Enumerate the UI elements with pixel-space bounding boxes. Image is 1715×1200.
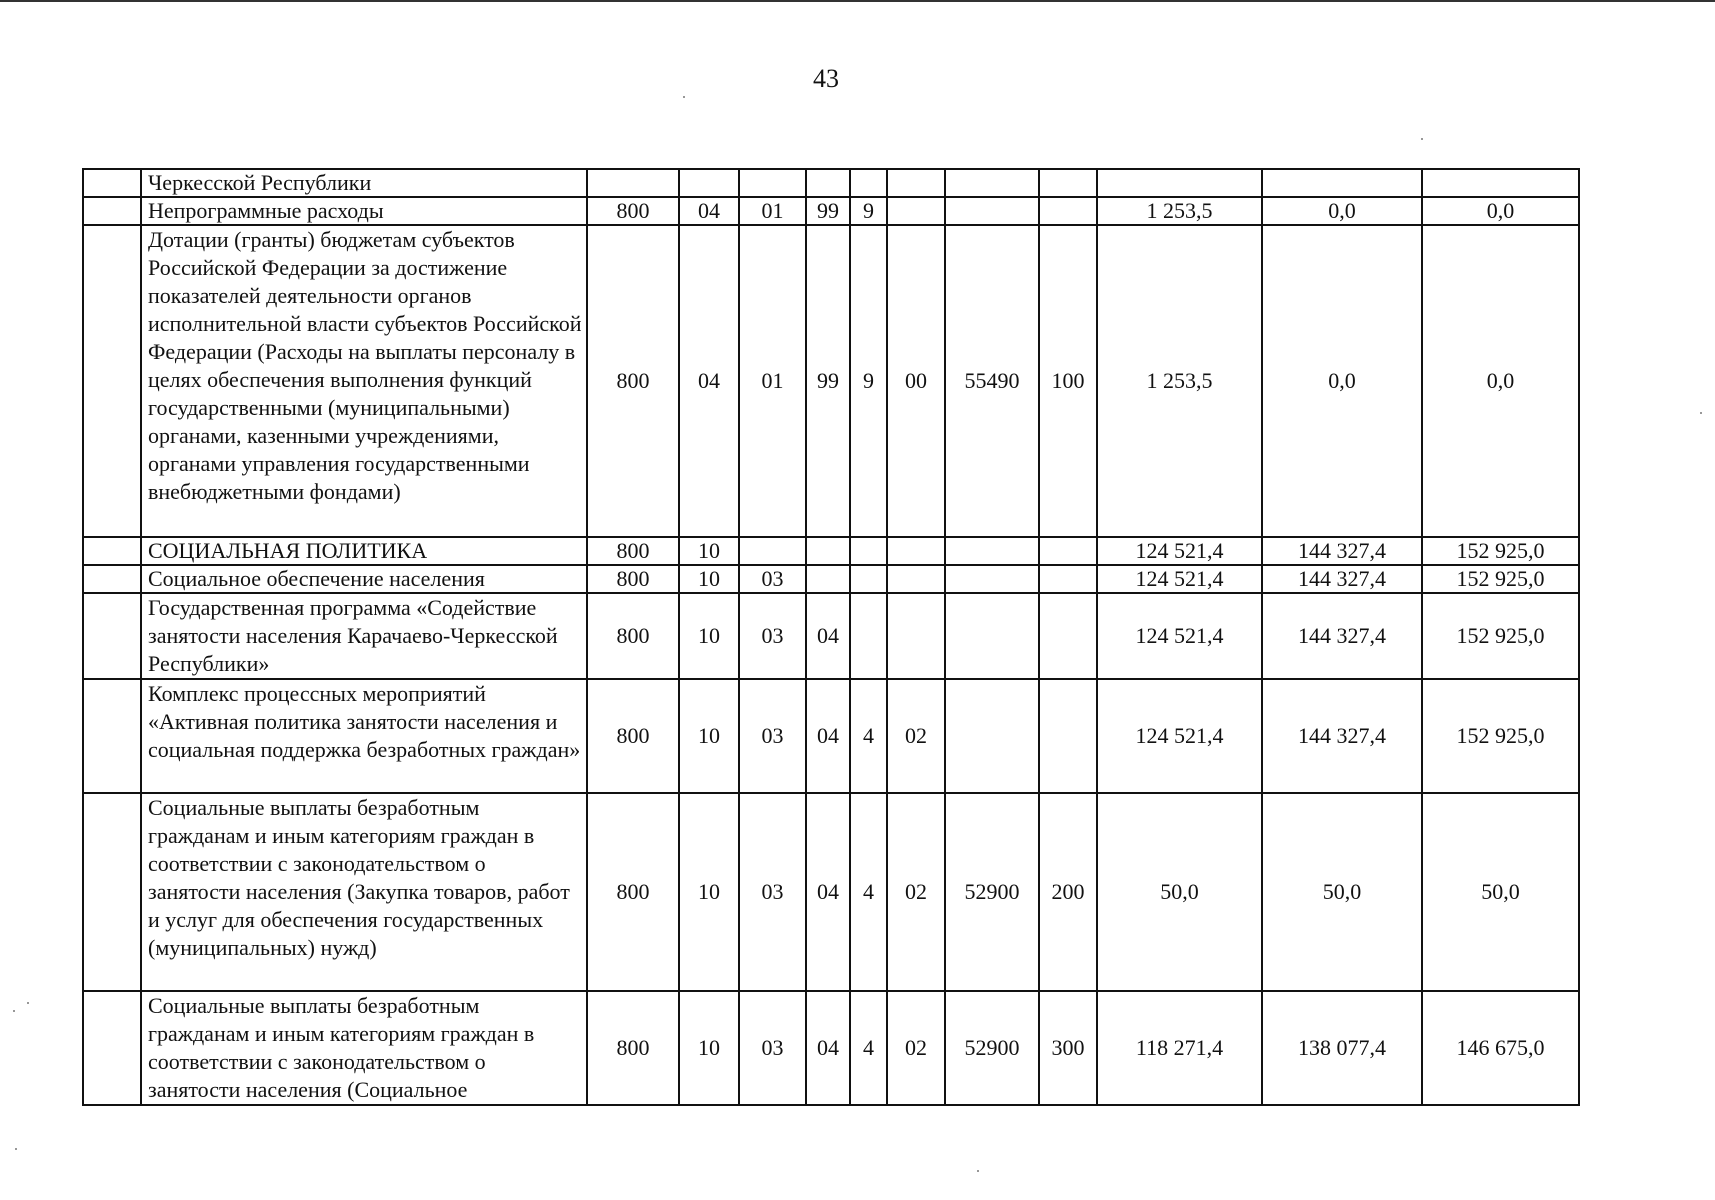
code-direction [945,537,1039,565]
code-ministry [587,169,679,197]
amount-year-2: 0,0 [1262,197,1422,225]
amount-year-1: 1 253,5 [1097,197,1262,225]
code-direction: 55490 [945,225,1039,537]
amount-year-2 [1262,169,1422,197]
row-name: Дотации (гранты) бюджетам субъектов Российской Федерации за достижение показателей деятельности органов исполнительной власти субъектов Российской Федерации (Расходы на выплаты персоналу в целях обеспечения выполнения функций государственными (муниципальными) органами, казенными учреждениями, органами управления государственными внебюджетными фондами) [141,225,587,537]
amount-year-3: 152 925,0 [1422,537,1579,565]
code-program: 04 [806,991,850,1105]
code-program [806,169,850,197]
code-subsection: 01 [739,225,806,537]
amount-year-3: 50,0 [1422,793,1579,991]
code-section: 10 [679,793,739,991]
scan-speck [1421,138,1423,140]
row-number-cell [83,169,141,197]
amount-year-3: 152 925,0 [1422,593,1579,679]
code-expense-type [1039,679,1097,793]
code-subprogram: 9 [850,225,887,537]
code-event [887,197,945,225]
code-event: 02 [887,679,945,793]
code-subprogram [850,169,887,197]
amount-year-1: 124 521,4 [1097,537,1262,565]
amount-year-3 [1422,169,1579,197]
scan-speck [977,1170,979,1172]
code-section: 10 [679,565,739,593]
code-expense-type: 100 [1039,225,1097,537]
amount-year-2: 144 327,4 [1262,565,1422,593]
table-body [83,169,1579,1105]
row-number-cell [83,593,141,679]
code-direction [945,565,1039,593]
scan-speck [27,1002,29,1004]
code-program: 04 [806,679,850,793]
code-expense-type [1039,169,1097,197]
code-event [887,565,945,593]
scan-speck [1700,412,1702,414]
code-direction [945,169,1039,197]
code-event [887,169,945,197]
code-ministry: 800 [587,565,679,593]
code-event [887,593,945,679]
scan-border [0,0,1715,2]
amount-year-2: 144 327,4 [1262,679,1422,793]
code-direction: 52900 [945,991,1039,1105]
row-name: Комплекс процессных мероприятий «Активная политика занятости населения и социальная поддержка безработных граждан» [141,679,587,793]
amount-year-1: 50,0 [1097,793,1262,991]
amount-year-1 [1097,169,1262,197]
code-ministry: 800 [587,197,679,225]
code-subsection: 03 [739,793,806,991]
code-program: 04 [806,593,850,679]
code-subsection: 01 [739,197,806,225]
code-program [806,537,850,565]
row-number-cell [83,679,141,793]
code-subsection: 03 [739,991,806,1105]
row-number-cell [83,537,141,565]
amount-year-3: 0,0 [1422,197,1579,225]
code-subprogram [850,565,887,593]
row-name: Черкесской Республики [141,169,587,197]
row-name: СОЦИАЛЬНАЯ ПОЛИТИКА [141,537,587,565]
row-number-cell [83,991,141,1105]
amount-year-2: 138 077,4 [1262,991,1422,1105]
code-subprogram [850,593,887,679]
code-section [679,169,739,197]
table-row [83,225,1579,537]
table-row [83,679,1579,793]
page-number: 43 [813,64,839,93]
code-ministry: 800 [587,537,679,565]
row-name: Социальные выплаты безработным гражданам и иным категориям граждан в соответствии с законодательством о занятости населения (Закупка товаров, работ и услуг для обеспечения государственных (муниципальных) нужд) [141,793,587,991]
scan-speck [13,1010,15,1012]
code-program: 99 [806,197,850,225]
amount-year-1: 124 521,4 [1097,565,1262,593]
code-program: 99 [806,225,850,537]
code-expense-type [1039,565,1097,593]
row-number-cell [83,225,141,537]
row-number-cell [83,565,141,593]
code-subprogram: 4 [850,793,887,991]
code-expense-type [1039,197,1097,225]
budget-table [82,168,1580,1106]
amount-year-1: 124 521,4 [1097,593,1262,679]
code-ministry: 800 [587,793,679,991]
code-ministry: 800 [587,593,679,679]
code-direction [945,593,1039,679]
amount-year-1: 118 271,4 [1097,991,1262,1105]
table-row [83,593,1579,679]
amount-year-2: 0,0 [1262,225,1422,537]
code-section: 10 [679,537,739,565]
code-expense-type [1039,593,1097,679]
code-event: 00 [887,225,945,537]
table-row [83,169,1579,197]
table-row [83,197,1579,225]
amount-year-3: 152 925,0 [1422,679,1579,793]
code-subsection: 03 [739,679,806,793]
code-expense-type [1039,537,1097,565]
amount-year-2: 50,0 [1262,793,1422,991]
code-event [887,537,945,565]
code-ministry: 800 [587,991,679,1105]
scan-speck [15,1148,17,1150]
code-expense-type: 200 [1039,793,1097,991]
amount-year-3: 0,0 [1422,225,1579,537]
code-program: 04 [806,793,850,991]
code-ministry: 800 [587,679,679,793]
amount-year-2: 144 327,4 [1262,593,1422,679]
code-subprogram: 4 [850,679,887,793]
code-subsection: 03 [739,565,806,593]
code-section: 10 [679,679,739,793]
code-expense-type: 300 [1039,991,1097,1105]
table-row [83,793,1579,991]
row-name: Социальные выплаты безработным гражданам и иным категориям граждан в соответствии с законодательством о занятости населения (Социальное [141,991,587,1105]
code-subsection: 03 [739,593,806,679]
code-program [806,565,850,593]
code-section: 10 [679,593,739,679]
code-section: 04 [679,225,739,537]
code-subsection [739,537,806,565]
code-subprogram: 4 [850,991,887,1105]
amount-year-1: 124 521,4 [1097,679,1262,793]
amount-year-1: 1 253,5 [1097,225,1262,537]
code-ministry: 800 [587,225,679,537]
code-event: 02 [887,991,945,1105]
amount-year-3: 146 675,0 [1422,991,1579,1105]
code-section: 04 [679,197,739,225]
code-subprogram [850,537,887,565]
code-section: 10 [679,991,739,1105]
code-direction [945,197,1039,225]
row-number-cell [83,197,141,225]
code-direction [945,679,1039,793]
code-subsection [739,169,806,197]
table-row [83,537,1579,565]
amount-year-2: 144 327,4 [1262,537,1422,565]
row-name: Государственная программа «Содействие занятости населения Карачаево-Черкесской Республики» [141,593,587,679]
code-direction: 52900 [945,793,1039,991]
row-name: Социальное обеспечение населения [141,565,587,593]
amount-year-3: 152 925,0 [1422,565,1579,593]
table-row [83,991,1579,1105]
code-event: 02 [887,793,945,991]
scan-speck [683,96,685,98]
row-name: Непрограммные расходы [141,197,587,225]
table-row [83,565,1579,593]
code-subprogram: 9 [850,197,887,225]
row-number-cell [83,793,141,991]
